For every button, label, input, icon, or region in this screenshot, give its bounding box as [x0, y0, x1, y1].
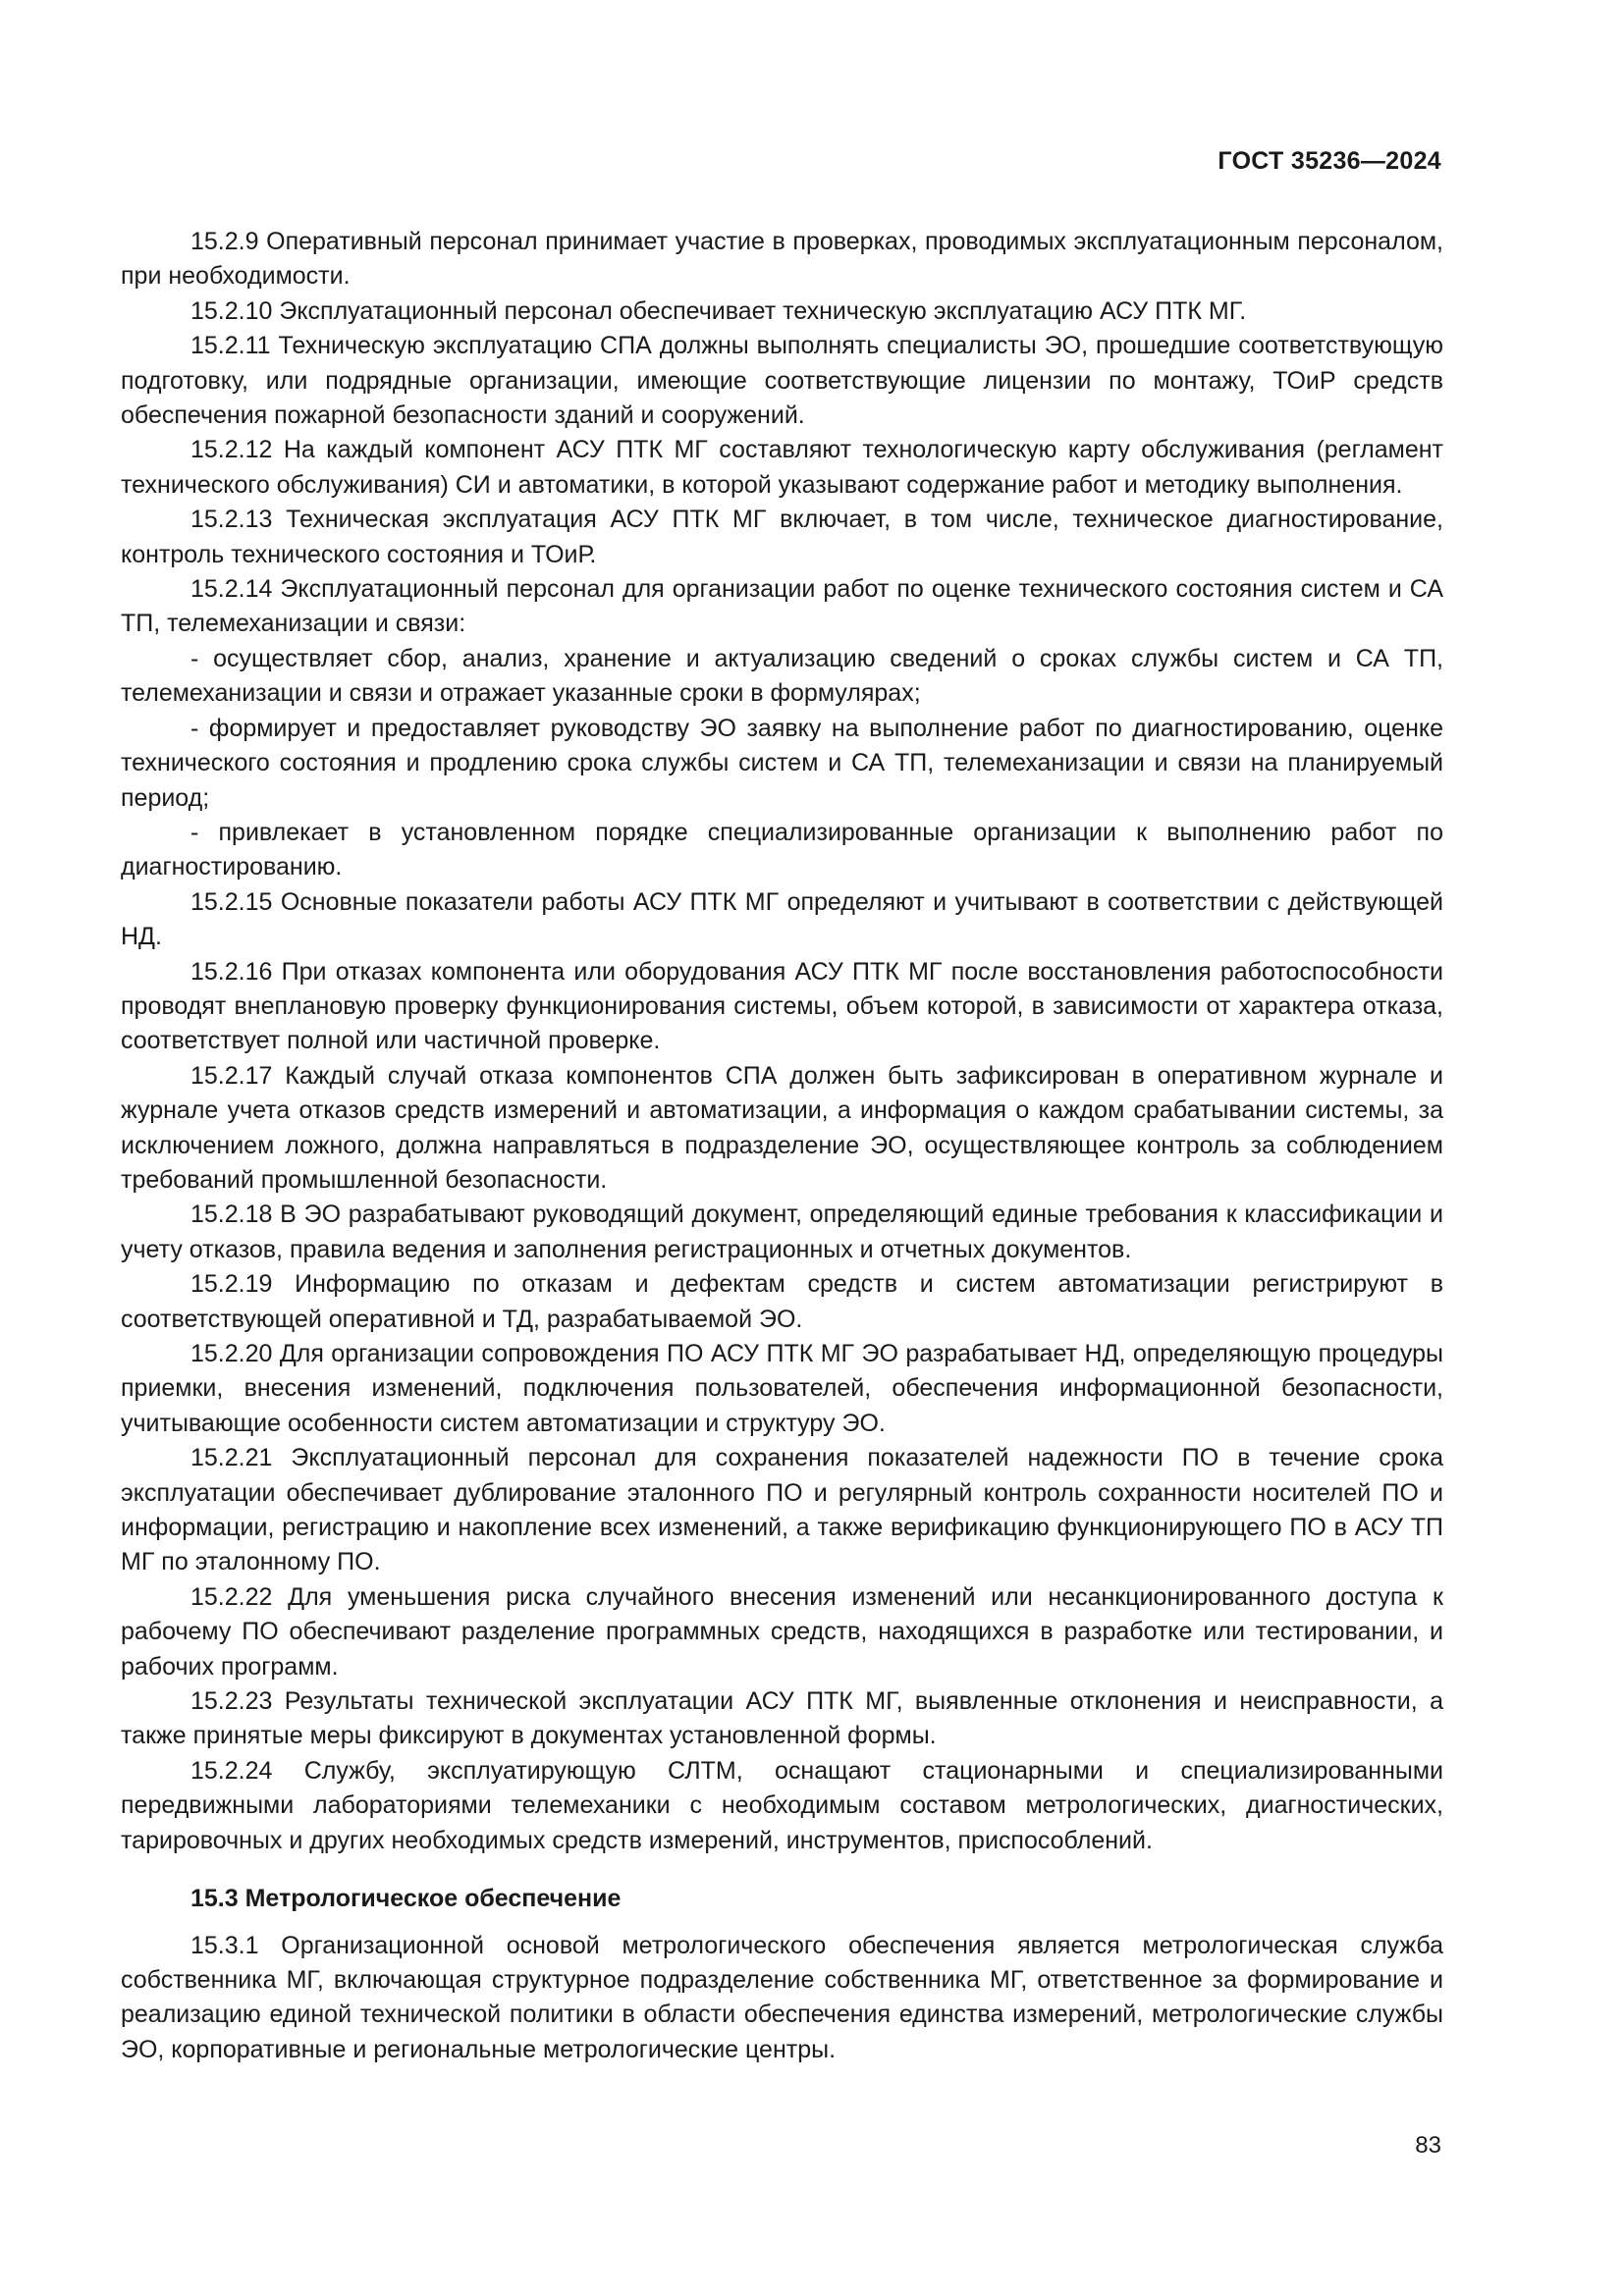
paragraph-15-2-24: 15.2.24 Службу, эксплуатирующую СЛТМ, оснащают стационарными и специализированными передвижными лабораториями телемеханики с необходимым составом метрологических, диагностических, тарировочных и других необходимых средств измерений, инструментов, приспособлений.	[121, 1756, 1443, 1854]
list-item: - осуществляет сбор, анализ, хранение и актуализацию сведений о сроках службы систем и СА ТП, телемеханизации и связи и отражает указанные сроки в формулярах;	[121, 644, 1443, 708]
paragraph-15-2-10: 15.2.10 Эксплуатационный персонал обеспечивает техническую эксплуатацию АСУ ПТК МГ.	[190, 296, 1247, 325]
paragraph-15-2-20: 15.2.20 Для организации сопровождения ПО АСУ ПТК МГ ЭО разрабатывает НД, определяющую процедуры приемки, внесения изменений, подключения пользователей, обеспечения информационной безопасности, учитывающие особенности систем автоматизации и структуру ЭО.	[121, 1340, 1443, 1437]
paragraph-15-2-18: 15.2.18 В ЭО разрабатывают руководящий документ, определяющий единые требования к классификации и учету отказов, правила ведения и заполнения регистрационных и отчетных документов.	[121, 1201, 1443, 1263]
list-item: - привлекает в установленном порядке специализированные организации к выполнению работ по диагностированию.	[121, 818, 1443, 881]
paragraph-15-2-19: 15.2.19 Информацию по отказам и дефектам средств и систем автоматизации регистрируют в соответствующей оперативной и ТД, разрабатываемой ЭО.	[121, 1270, 1443, 1333]
paragraph-15-2-15: 15.2.15 Основные показатели работы АСУ ПТК МГ определяют и учитывают в соответствии с действующей НД.	[121, 887, 1443, 951]
page-number: 83	[1415, 2132, 1441, 2159]
paragraph-15-2-22: 15.2.22 Для уменьшения риска случайного внесения изменений или несанкционированного доступа к рабочему ПО обеспечивают разделение программных средств, находящихся в разработке или тестировании, и рабочих программ.	[121, 1582, 1443, 1681]
paragraph-15-2-21: 15.2.21 Эксплуатационный персонал для сохранения показателей надежности ПО в течение срока эксплуатации обеспечивает дублирование эталонного ПО и регулярный контроль сохранности носителей ПО и информации, регистрацию и накопление всех изменений, а также верификацию функционирующего ПО в АСУ ТП МГ по эталонному ПО.	[121, 1444, 1443, 1576]
paragraph-15-2-9: 15.2.9 Оперативный персонал принимает участие в проверках, проводимых эксплуатационным персоналом, при необходимости.	[121, 228, 1443, 291]
paragraph-15-3-1: 15.3.1 Организационной основой метрологического обеспечения является метрологическая служба собственника МГ, включающая структурное подразделение собственника МГ, ответственное за формирование и реализацию единой технической политики в области обеспечения единства измерений, метрологические службы ЭО, корпоративные и региональные метрологические центры.	[121, 1931, 1443, 2063]
document-body	[121, 225, 1443, 2067]
paragraph-15-2-14: 15.2.14 Эксплуатационный персонал для организации работ по оценке технического состояния систем и СА ТП, телемеханизации и связи:	[121, 575, 1443, 638]
list-item: - формирует и предоставляет руководству ЭО заявку на выполнение работ по диагностированию, оценке технического состояния и продлению срока службы систем и СА ТП, телемеханизации и связи на планируемый период;	[121, 714, 1443, 812]
document-header: ГОСТ 35236—2024	[1218, 147, 1441, 175]
paragraph-15-2-23: 15.2.23 Результаты технической эксплуатации АСУ ПТК МГ, выявленные отклонения и неисправности, а также принятые меры фиксируют в документах установленной формы.	[121, 1687, 1443, 1750]
section-heading-15-3: 15.3 Метрологическое обеспечение	[190, 1885, 622, 1913]
paragraph-15-2-17: 15.2.17 Каждый случай отказа компонентов СПА должен быть зафиксирован в оперативном журнале и журнале учета отказов средств измерений и автоматизации, а информация о каждом срабатывании системы, за исключением ложного, должна направляться в подразделение ЭО, осуществляющее контроль за соблюдением требований промышленной безопасности.	[121, 1061, 1443, 1194]
paragraph-15-2-11: 15.2.11 Техническую эксплуатацию СПА должны выполнять специалисты ЭО, прошедшие соответствующую подготовку, или подрядные организации, имеющие соответствующие лицензии по монтажу, ТОиР средств обеспечения пожарной безопасности зданий и сооружений.	[121, 332, 1443, 430]
paragraph-15-2-13: 15.2.13 Техническая эксплуатация АСУ ПТК МГ включает, в том числе, техническое диагностирование, контроль технического состояния и ТОиР.	[121, 506, 1443, 568]
paragraph-15-2-12: 15.2.12 На каждый компонент АСУ ПТК МГ составляют технологическую карту обслуживания (регламент технического обслуживания) СИ и автоматики, в которой указывают содержание работ и методику выполнения.	[121, 436, 1443, 499]
paragraph-15-2-16: 15.2.16 При отказах компонента или оборудования АСУ ПТК МГ после восстановления работоспособности проводят внеплановую проверку функционирования системы, объем которой, в зависимости от характера отказа, соответствует полной или частичной проверке.	[121, 957, 1443, 1055]
